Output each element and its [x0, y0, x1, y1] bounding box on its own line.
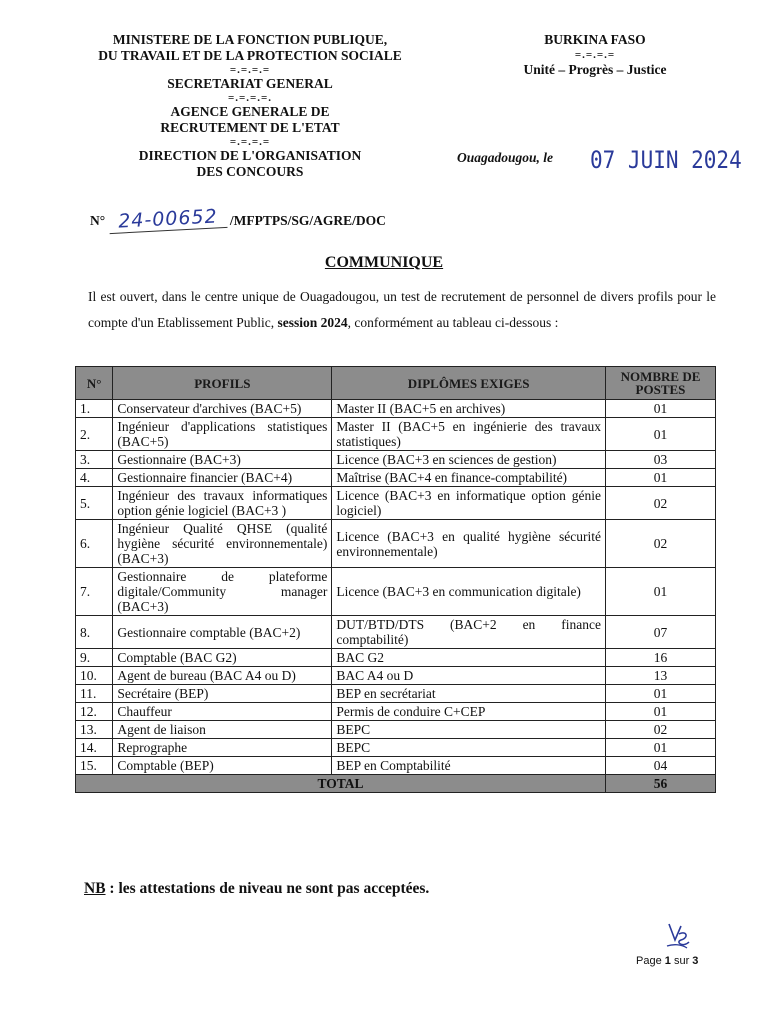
intro-paragraph — [88, 284, 716, 336]
table-row — [76, 685, 716, 703]
row-profile: Gestionnaire comptable (BAC+2) — [113, 616, 332, 649]
country-header — [500, 32, 690, 78]
row-number: 2. — [76, 418, 113, 451]
direction-line-1: DIRECTION DE L'ORGANISATION — [138, 148, 362, 163]
row-profile: Gestionnaire de plateforme digitale/Community manager (BAC+3) — [113, 568, 332, 616]
row-profile: Chauffeur — [113, 703, 332, 721]
intro-text-2: , conformément au tableau ci-dessous : — [347, 315, 559, 330]
separator: =.=.=.=. — [227, 92, 273, 104]
row-diploma: BEP en Comptabilité — [332, 757, 606, 775]
row-profile: Comptable (BEP) — [113, 757, 332, 775]
row-profile: Gestionnaire financier (BAC+4) — [113, 469, 332, 487]
row-diploma: Licence (BAC+3 en qualité hygiène sécurité environnementale) — [332, 520, 606, 568]
country-motto: Unité – Progrès – Justice — [523, 62, 667, 77]
note — [84, 880, 429, 898]
row-count: 01 — [605, 685, 715, 703]
reference-number — [90, 205, 386, 233]
page-total: 3 — [692, 955, 699, 967]
reference-suffix: /MFPTPS/SG/AGRE/DOC — [229, 213, 386, 228]
row-number: 8. — [76, 616, 113, 649]
row-profile: Reprographe — [113, 739, 332, 757]
row-diploma: Licence (BAC+3 en informatique option génie logiciel) — [332, 487, 606, 520]
row-count: 01 — [605, 400, 715, 418]
row-number: 14. — [76, 739, 113, 757]
table-header-row — [76, 367, 716, 400]
page-indicator — [636, 955, 698, 967]
row-number: 4. — [76, 469, 113, 487]
place-label: Ouagadougou, le — [457, 150, 554, 165]
header-count: NOMBRE DE POSTES — [605, 367, 715, 400]
row-count: 01 — [605, 418, 715, 451]
row-count: 01 — [605, 469, 715, 487]
agency-line-1: AGENCE GENERALE DE — [170, 104, 330, 119]
handwritten-initials — [663, 920, 693, 957]
intro-session: session 2024 — [277, 315, 348, 330]
row-profile: Ingénieur des travaux informatiques option génie logiciel (BAC+3 ) — [113, 487, 332, 520]
table-row — [76, 721, 716, 739]
table-row — [76, 616, 716, 649]
row-count: 13 — [605, 667, 715, 685]
note-text: : les attestations de niveau ne sont pas acceptées. — [105, 880, 430, 897]
table-row — [76, 739, 716, 757]
row-diploma: Maîtrise (BAC+4 en finance-comptabilité) — [332, 469, 606, 487]
table-row — [76, 757, 716, 775]
row-count: 16 — [605, 649, 715, 667]
row-count: 01 — [605, 703, 715, 721]
row-number: 13. — [76, 721, 113, 739]
table-row — [76, 520, 716, 568]
row-count: 07 — [605, 616, 715, 649]
header-num: N° — [76, 367, 113, 400]
row-number: 3. — [76, 451, 113, 469]
row-number: 7. — [76, 568, 113, 616]
row-profile: Agent de liaison — [113, 721, 332, 739]
row-profile: Comptable (BAC G2) — [113, 649, 332, 667]
document-title: COMMUNIQUE — [324, 254, 444, 271]
row-diploma: DUT/BTD/DTS (BAC+2 en finance comptabilité) — [332, 616, 606, 649]
total-value: 56 — [605, 775, 715, 793]
table-row — [76, 400, 716, 418]
page-of: sur — [673, 955, 690, 967]
table-row — [76, 418, 716, 451]
row-profile: Agent de bureau (BAC A4 ou D) — [113, 667, 332, 685]
note-label: NB — [84, 880, 106, 897]
row-diploma: Licence (BAC+3 en communication digitale) — [332, 568, 606, 616]
reference-prefix: N° — [90, 213, 106, 228]
header-diplomas: DIPLÔMES EXIGES — [332, 367, 606, 400]
ministry-line-2: DU TRAVAIL ET DE LA PROTECTION SOCIALE — [98, 48, 402, 63]
positions-table — [75, 366, 716, 793]
row-number: 6. — [76, 520, 113, 568]
row-count: 04 — [605, 757, 715, 775]
header-profiles: PROFILS — [113, 367, 332, 400]
separator: =.=.=.= — [229, 136, 271, 148]
row-diploma: Licence (BAC+3 en sciences de gestion) — [332, 451, 606, 469]
intro-text-1: Il est ouvert, dans le centre unique de Ouagadougou, un test de recrutement de personnel de divers profils pour le compte d'un Etablissement Public, — [88, 289, 716, 330]
table-row — [76, 451, 716, 469]
agency-line-2: RECRUTEMENT DE L'ETAT — [160, 120, 340, 135]
separator: =.=.=.= — [229, 64, 271, 76]
country-name: BURKINA FASO — [544, 32, 646, 47]
row-profile: Secrétaire (BEP) — [113, 685, 332, 703]
row-count: 01 — [605, 739, 715, 757]
table-row — [76, 667, 716, 685]
direction-line-2: DES CONCOURS — [196, 164, 304, 179]
row-count: 02 — [605, 721, 715, 739]
row-number: 10. — [76, 667, 113, 685]
row-diploma: BAC A4 ou D — [332, 667, 606, 685]
table-row — [76, 703, 716, 721]
handwritten-number: 24-00652 — [108, 205, 227, 234]
page-word: Page — [636, 955, 662, 967]
row-count: 02 — [605, 520, 715, 568]
total-label: TOTAL — [76, 775, 606, 793]
row-number: 12. — [76, 703, 113, 721]
total-row — [76, 775, 716, 793]
table-row — [76, 649, 716, 667]
secretariat-label: SECRETARIAT GENERAL — [167, 76, 333, 91]
table-row — [76, 469, 716, 487]
row-profile: Conservateur d'archives (BAC+5) — [113, 400, 332, 418]
row-profile: Ingénieur d'applications statistiques (BAC+5) — [113, 418, 332, 451]
row-diploma: Master II (BAC+5 en ingénierie des travaux statistiques) — [332, 418, 606, 451]
row-number: 11. — [76, 685, 113, 703]
row-diploma: BEP en secrétariat — [332, 685, 606, 703]
row-number: 15. — [76, 757, 113, 775]
row-number: 5. — [76, 487, 113, 520]
row-diploma: BEPC — [332, 721, 606, 739]
row-diploma: BEPC — [332, 739, 606, 757]
table-body — [76, 400, 716, 775]
row-number: 9. — [76, 649, 113, 667]
date-stamp: 07 JUIN 2024 — [590, 146, 742, 174]
row-profile: Ingénieur Qualité QHSE (qualité hygiène sécurité environnementale) (BAC+3) — [113, 520, 332, 568]
row-number: 1. — [76, 400, 113, 418]
separator: =.=.=.= — [574, 49, 616, 61]
ministry-header — [70, 32, 430, 180]
row-count: 02 — [605, 487, 715, 520]
row-count: 01 — [605, 568, 715, 616]
page-current: 1 — [664, 955, 671, 967]
table-row — [76, 487, 716, 520]
table-row — [76, 568, 716, 616]
row-diploma: BAC G2 — [332, 649, 606, 667]
row-profile: Gestionnaire (BAC+3) — [113, 451, 332, 469]
row-count: 03 — [605, 451, 715, 469]
row-diploma: Permis de conduire C+CEP — [332, 703, 606, 721]
row-diploma: Master II (BAC+5 en archives) — [332, 400, 606, 418]
ministry-line-1: MINISTERE DE LA FONCTION PUBLIQUE, — [112, 32, 388, 47]
